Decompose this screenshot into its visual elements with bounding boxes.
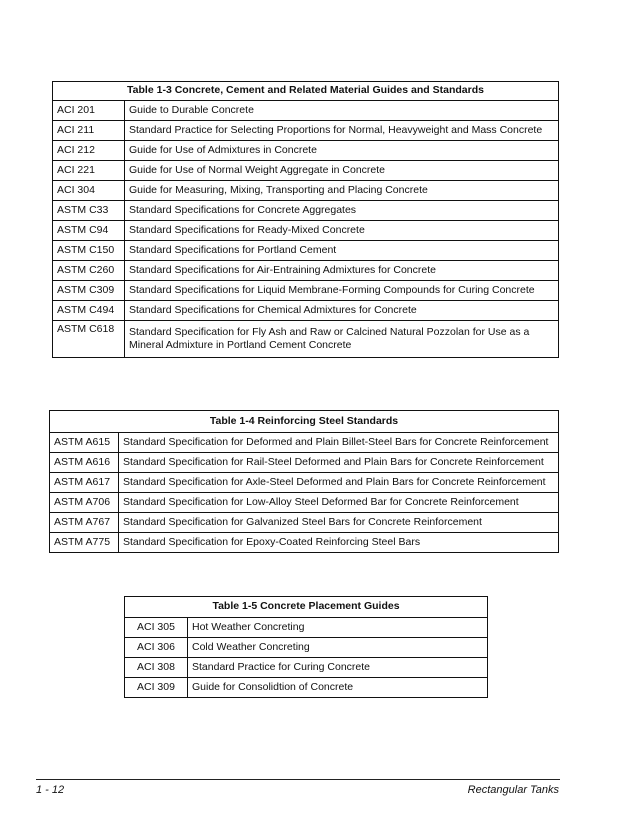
standard-description: Standard Specification for Galvanized Steel Bars for Concrete Reinforcement [119, 513, 559, 533]
standard-description: Standard Specification for Deformed and Plain Billet-Steel Bars for Concrete Reinforcement [119, 433, 559, 453]
table-row [53, 121, 559, 141]
table-title: Table 1-5 Concrete Placement Guides [125, 597, 488, 618]
table-1-4 [49, 410, 559, 553]
standard-code: ACI 201 [53, 101, 125, 121]
standard-description: Guide for Use of Admixtures in Concrete [125, 141, 559, 161]
table-row [125, 638, 488, 658]
standard-code: ACI 221 [53, 161, 125, 181]
table-row [50, 433, 559, 453]
standard-description: Cold Weather Concreting [188, 638, 488, 658]
standard-code: ASTM C150 [53, 241, 125, 261]
table-row [53, 221, 559, 241]
standard-code: ASTM A706 [50, 493, 119, 513]
table-row [53, 101, 559, 121]
table-row [50, 513, 559, 533]
table-1-3 [52, 81, 559, 358]
standard-description: Standard Specification for Epoxy-Coated Reinforcing Steel Bars [119, 533, 559, 553]
standard-description: Standard Specification for Low-Alloy Steel Deformed Bar for Concrete Reinforcement [119, 493, 559, 513]
table-row [50, 473, 559, 493]
page-number: 1 - 12 [36, 784, 65, 796]
standard-description: Standard Specification for Axle-Steel Deformed and Plain Bars for Concrete Reinforcement [119, 473, 559, 493]
standard-code: ACI 308 [125, 658, 188, 678]
table-row [125, 658, 488, 678]
chapter-title: Rectangular Tanks [467, 784, 559, 796]
standard-description: Standard Specifications for Portland Cement [125, 241, 559, 261]
standard-description: Standard Practice for Curing Concrete [188, 658, 488, 678]
standard-description: Standard Specifications for Ready-Mixed Concrete [125, 221, 559, 241]
standard-description: Standard Specifications for Chemical Admixtures for Concrete [125, 301, 559, 321]
table-row [50, 453, 559, 473]
table-row [53, 181, 559, 201]
standard-description: Guide for Use of Normal Weight Aggregate in Concrete [125, 161, 559, 181]
table-title: Table 1-4 Reinforcing Steel Standards [50, 411, 559, 433]
standard-code: ASTM C309 [53, 281, 125, 301]
table-1-5 [124, 596, 488, 698]
table-header-row [53, 82, 559, 101]
table-header-row [125, 597, 488, 618]
standard-code: ASTM C618 [53, 321, 125, 358]
table-row [53, 161, 559, 181]
standard-description: Standard Specifications for Air-Entraining Admixtures for Concrete [125, 261, 559, 281]
table-row [50, 533, 559, 553]
standard-code: ASTM A775 [50, 533, 119, 553]
standard-description: Standard Specification for Fly Ash and Raw or Calcined Natural Pozzolan for Use as a Mineral Admixture in Portland Cement Concrete [125, 321, 559, 358]
table-row [53, 301, 559, 321]
standard-code: ACI 211 [53, 121, 125, 141]
standard-description: Guide to Durable Concrete [125, 101, 559, 121]
standard-code: ASTM C33 [53, 201, 125, 221]
standard-description: Standard Specification for Rail-Steel Deformed and Plain Bars for Concrete Reinforcement [119, 453, 559, 473]
footer-divider [36, 779, 560, 780]
standard-code: ASTM A767 [50, 513, 119, 533]
table-row [125, 678, 488, 698]
table-row [50, 493, 559, 513]
table-row [53, 281, 559, 301]
standard-code: ASTM A617 [50, 473, 119, 493]
table-title: Table 1-3 Concrete, Cement and Related Material Guides and Standards [53, 82, 559, 101]
standard-description: Standard Practice for Selecting Proportions for Normal, Heavyweight and Mass Concrete [125, 121, 559, 141]
standard-code: ASTM A616 [50, 453, 119, 473]
standard-description: Guide for Consolidtion of Concrete [188, 678, 488, 698]
table-header-row [50, 411, 559, 433]
table-row [53, 241, 559, 261]
standard-code: ACI 304 [53, 181, 125, 201]
standard-code: ACI 305 [125, 618, 188, 638]
standard-code: ASTM C94 [53, 221, 125, 241]
standard-description: Hot Weather Concreting [188, 618, 488, 638]
standard-code: ASTM C494 [53, 301, 125, 321]
table-row [53, 141, 559, 161]
table-row [53, 261, 559, 281]
standard-description: Guide for Measuring, Mixing, Transporting and Placing Concrete [125, 181, 559, 201]
standard-code: ACI 309 [125, 678, 188, 698]
table-row [53, 201, 559, 221]
standard-code: ASTM C260 [53, 261, 125, 281]
standard-description: Standard Specifications for Liquid Membrane-Forming Compounds for Curing Concrete [125, 281, 559, 301]
standard-code: ACI 212 [53, 141, 125, 161]
standard-code: ASTM A615 [50, 433, 119, 453]
table-row [53, 321, 559, 358]
standard-code: ACI 306 [125, 638, 188, 658]
standard-description: Standard Specifications for Concrete Aggregates [125, 201, 559, 221]
table-row [125, 618, 488, 638]
